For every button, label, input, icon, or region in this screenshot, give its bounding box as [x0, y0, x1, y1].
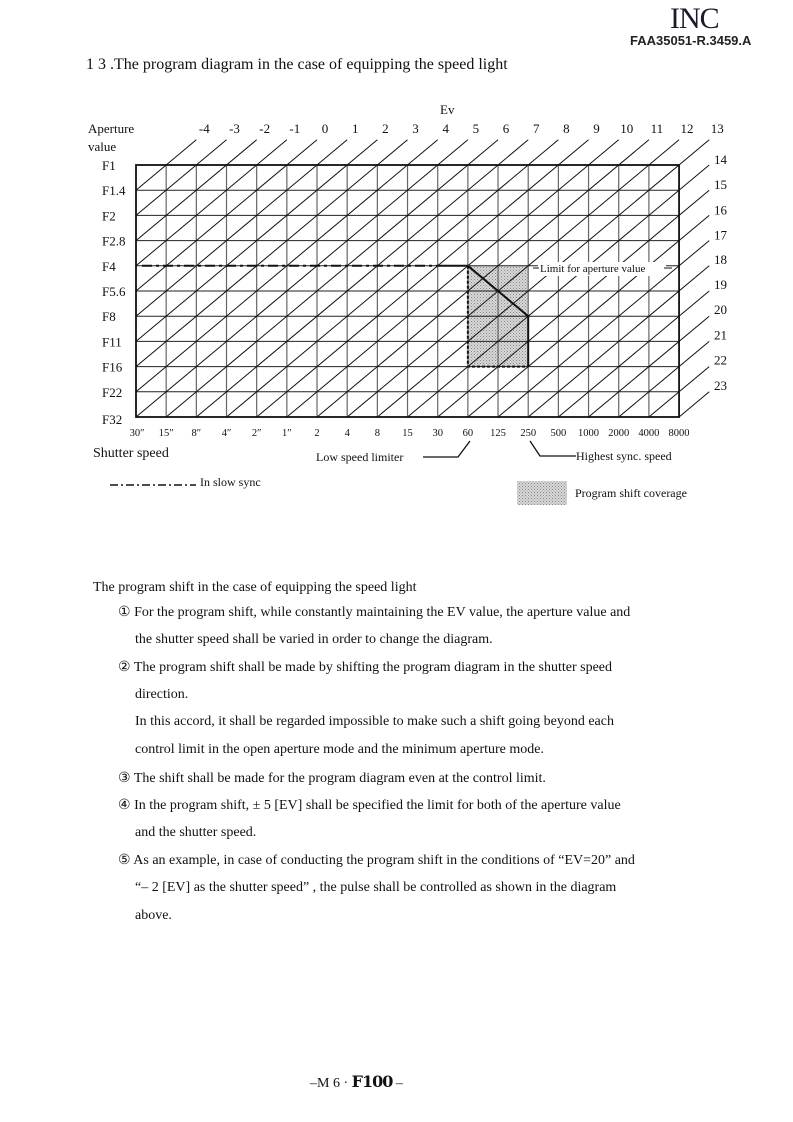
aperture-value-label: F2.8: [102, 233, 126, 249]
item-text: direction.: [135, 686, 189, 702]
ev-diagonal-line: [136, 140, 408, 367]
ev-diagonal-line: [377, 140, 709, 417]
shutter-speed-label: 1000: [578, 428, 600, 439]
ev-top-label: 8: [563, 121, 570, 136]
shutter-speed-label: 8: [374, 428, 380, 439]
ev-right-label: 17: [714, 227, 727, 243]
ev-diagonal-line: [136, 140, 287, 266]
product-logo: F100: [351, 1072, 393, 1091]
ev-diagonal-line: [347, 140, 679, 417]
body-intro: The program shift in the case of equipping the speed light: [93, 580, 417, 595]
ev-right-label: 18: [714, 251, 727, 267]
aperture-axis-label-2: value: [88, 139, 117, 154]
shutter-speed-label: 8000: [668, 428, 690, 439]
aperture-value-label: F2: [102, 208, 116, 224]
shutter-axis-label: Shutter speed: [93, 446, 169, 461]
page-footer: [310, 1072, 403, 1092]
ev-top-label: 9: [593, 121, 600, 136]
slow-sync-legend-label: In slow sync: [200, 475, 261, 489]
ev-top-label: -4: [198, 121, 210, 136]
document-code: FAA35051-R.3459.A: [630, 33, 752, 48]
shutter-speed-label: 2″: [251, 428, 262, 439]
aperture-value-label: F1: [102, 158, 116, 173]
ev-top-label: 1: [351, 121, 359, 136]
body-item: [118, 770, 546, 787]
ev-diagonal-line: [136, 140, 468, 417]
ev-right-label: 16: [714, 202, 727, 218]
shutter-speed-label: 4: [344, 428, 350, 439]
ev-top-label: -1: [289, 121, 301, 136]
shutter-speed-label: 2000: [608, 428, 630, 439]
aperture-value-label: F8: [102, 309, 116, 325]
ev-top-label: 11: [650, 121, 664, 136]
ev-right-label: 15: [714, 177, 727, 193]
body-item-continuation: [135, 908, 172, 924]
shift-coverage-label: Program shift coverage: [575, 486, 687, 500]
body-item-continuation: [135, 632, 493, 648]
body-item: [118, 659, 612, 676]
aperture-value-label: F16: [102, 359, 123, 375]
item-text: control limit in the open aperture mode and the minimum aperture mode.: [135, 742, 544, 757]
aperture-value-label: F22: [102, 384, 123, 400]
body-item-continuation: [135, 825, 256, 841]
shutter-speed-label: 8″: [191, 428, 202, 439]
body-item-continuation: [135, 714, 614, 730]
item-marker: ①: [118, 605, 135, 620]
ev-top-label: 3: [412, 121, 419, 136]
shutter-speed-label: 4″: [221, 428, 232, 439]
shutter-speed-label: 60: [462, 428, 474, 439]
item-text: As an example, in case of conducting the program shift in the conditions of “EV=20” and: [133, 853, 635, 869]
shutter-speed-label: 2: [314, 428, 320, 439]
item-text: The program shift shall be made by shifting the program diagram in the shutter speed: [133, 660, 613, 676]
item-text: and the shutter speed.: [135, 824, 257, 840]
body-item: [118, 604, 630, 621]
ev-right-label: 23: [714, 377, 727, 393]
item-marker: ②: [118, 660, 134, 676]
aperture-value-label: F4: [102, 258, 116, 274]
item-marker: ⑤: [118, 853, 134, 869]
shutter-speed-label: 500: [550, 428, 567, 439]
shutter-speed-label: 15″: [158, 428, 174, 439]
low-speed-limiter-leader: [423, 441, 470, 457]
highest-sync-label: Highest sync. speed: [576, 449, 672, 463]
low-speed-limiter-label: Low speed limiter: [316, 450, 404, 464]
ev-top-label: 2: [382, 121, 389, 136]
ev-top-label: 4: [442, 121, 449, 136]
program-diagram: [0, 0, 793, 560]
page-number: –M 6 ·: [310, 1076, 349, 1091]
body-item-continuation: [135, 687, 188, 703]
ev-right-label: 20: [714, 302, 727, 318]
ev-top-label: 6: [502, 121, 510, 136]
aperture-value-label: F5.6: [102, 284, 126, 299]
shutter-speed-label: 250: [520, 428, 537, 439]
ev-right-label: 14: [714, 152, 727, 167]
ev-diagonal-line: [136, 140, 347, 316]
company-logo: INC: [670, 2, 719, 35]
item-text: the shutter speed shall be varied in order to change the diagram.: [135, 631, 493, 647]
shutter-speed-label: 125: [490, 428, 506, 439]
item-text: “– 2 [EV] as the shutter speed” , the pulse shall be controlled as shown in the diagram: [135, 880, 617, 895]
ev-top-label: 13: [710, 121, 724, 136]
shutter-speed-label: 4000: [638, 428, 660, 439]
ev-diagonal-line: [136, 140, 227, 216]
aperture-value-label: F1.4: [102, 183, 126, 199]
shift-coverage-swatch: [517, 481, 567, 505]
ev-right-label: 19: [714, 277, 727, 292]
ev-top-label: 12: [680, 121, 694, 136]
aperture-value-label: F32: [102, 412, 123, 427]
section-title: 1 3 .The program diagram in the case of equipping the speed light: [86, 56, 508, 73]
ev-diagonal-line: [679, 392, 709, 417]
item-marker: ④: [118, 798, 135, 814]
body-item: [118, 797, 621, 814]
limit-aperture-label: Limit for aperture value: [540, 263, 646, 275]
item-text: In this accord, it shall be regarded impossible to make such a shift going beyond each: [135, 714, 614, 730]
ev-right-label: 22: [714, 352, 727, 368]
ev-top-label: 0: [321, 121, 329, 136]
ev-top-label: 5: [472, 121, 480, 136]
body-item-continuation: [135, 742, 544, 758]
ev-right-label: 21: [714, 327, 727, 343]
ev-top-label: 10: [620, 121, 634, 136]
ev-top-label: 7: [532, 121, 540, 136]
ev-top-label: -3: [229, 121, 240, 136]
aperture-value-label: F11: [102, 334, 122, 350]
shutter-speed-label: 30″: [129, 428, 145, 439]
shutter-speed-label: 1″: [282, 428, 292, 439]
footer-dash: –: [395, 1076, 403, 1091]
item-text: For the program shift, while constantly maintaining the EV value, the aperture value and: [134, 605, 631, 620]
highest-sync-leader: [530, 441, 576, 456]
ev-diagonal-line: [287, 140, 619, 417]
item-marker: ③: [118, 770, 134, 786]
ev-diagonal-line: [619, 341, 710, 417]
item-text: above.: [135, 907, 172, 923]
ev-axis-label: Ev: [440, 102, 455, 117]
item-text: In the program shift, ± 5 [EV] shall be specified the limit for both of the aperture value: [134, 798, 621, 814]
ev-diagonal-line: [166, 140, 498, 417]
ev-top-label: -2: [259, 121, 271, 136]
body-item: [118, 852, 635, 869]
shutter-speed-label: 15: [402, 428, 413, 439]
body-item-continuation: [135, 880, 616, 896]
aperture-axis-label: Aperture: [88, 121, 135, 136]
ev-diagonal-line: [558, 291, 709, 417]
shutter-speed-label: 30: [432, 428, 443, 439]
item-text: The shift shall be made for the program diagram even at the control limit.: [133, 770, 546, 786]
ev-diagonal-line: [257, 140, 589, 417]
